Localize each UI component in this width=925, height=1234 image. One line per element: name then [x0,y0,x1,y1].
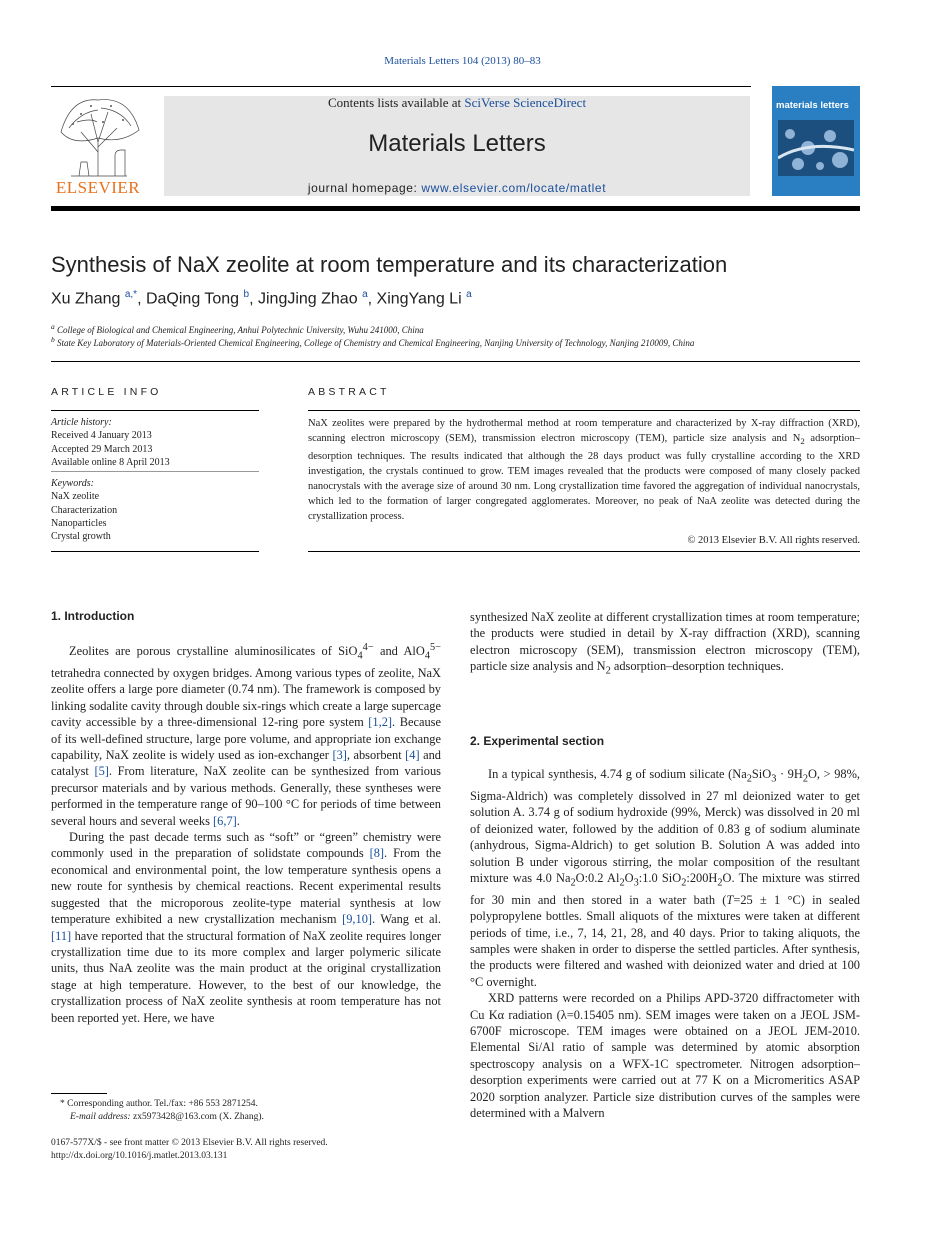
header-thick-rule [51,206,860,211]
author-name: DaQing Tong [145,290,240,308]
divider [308,410,860,411]
journal-name: Materials Letters [368,130,546,157]
affiliation-mark: a [51,322,55,331]
copyright-notice: © 2013 Elsevier B.V. All rights reserved. [687,535,860,546]
divider [308,551,860,552]
corresponding-author-note: * Corresponding author. Tel./fax: +86 553 2871254. [60,1099,258,1109]
received-date: Received 4 January 2013 [51,430,152,442]
divider [51,410,259,411]
issn-line: 0167-577X/$ - see front matter © 2013 Elsevier B.V. All rights reserved. [51,1138,328,1148]
journal-homepage [164,181,750,195]
section-heading-introduction: 1. Introduction [51,609,135,623]
abstract-part: NaX zeolites were prepared by the hydrothermal method at room temperature and characterized by X-ray diffraction (XRD), scanning electron microscopy (SEM), transmission electron microscopy (TEM), particle size analysis and N [308,418,860,444]
divider [51,551,259,552]
keyword: Crystal growth [51,531,111,543]
affiliation-mark: b [51,335,55,344]
author-name: Xu Zhang [51,290,121,308]
journal-citation-link[interactable]: Materials Letters 104 (2013) 80–83 [384,55,541,67]
journal-cover-image [772,86,860,196]
author-name: XingYang Li [376,290,462,308]
author-affiliation-mark[interactable]: a [362,289,368,300]
abstract-part: adsorption–desorption techniques. The results indicated that although the 28 days product was fully crystalline according to the XRD investigation, the crystals continued to grow. TEM images revealed that the products were composed of many closely packed nanocrystals with the average size of around 30 nm. Long crystallization time favored the aggregation of individual nanocrystals, which led to the formation of larger congregated agglomerates. Moreover, no peak of NaA zeolite was detected during the crystallization process. [308,433,861,523]
divider [51,361,860,362]
contents-availability [164,95,750,111]
divider [51,471,259,472]
article-info-heading: ARTICLE INFO [51,386,162,398]
author-list: Xu Zhang $^{a,*}$, DaQing Tong $^b$, JingJing Zhao $^a$, XingYang Li $^a$ [51,289,472,308]
cover-title: materials letters [776,100,849,111]
affiliation-b [51,335,694,348]
keyword: NaX zeolite [51,491,100,503]
accepted-date: Accepted 29 March 2013 [51,443,153,455]
abstract-text: NaX zeolites were prepared by the hydrothermal method at room temperature and characterized by X-ray diffraction (XRD), scanning electron microscopy (SEM), transmission electron microscopy (TEM), particle size analysis and $N_2$ adsorption–desorption techniques. The results indicated that although the 28 days product was fully crystalline according to the XRD investigation, the crystals continued to grow. TEM images revealed that the products were composed of many closely packed nanocrystals with the average size of around 30 nm. Long crystallization time favored the aggregation of individual nanocrystals, which led to the formation of larger congregated agglomerates. Moreover, no peak of NaA zeolite was detected during the crystallization process. [308,418,861,523]
homepage-link[interactable]: www.elsevier.com/locate/matlet [421,181,607,195]
keyword: Characterization [51,504,118,516]
online-date: Available online 8 April 2013 [51,456,170,468]
article-history [51,416,170,469]
keywords-label: Keywords: [51,478,94,489]
author-name: JingJing Zhao [257,290,358,308]
introduction-continued: synthesized NaX zeolite at different crystallization times at room temperature; the products were studied in detail by X-ray diffraction (XRD), scanning electron microscopy (SEM), transmission electron microscopy (TEM), particle size analysis and $N_2$ adsorption–desorption techniques. [470,610,860,677]
keywords [51,477,117,543]
history-label: Article history: [51,417,112,428]
introduction-body: Zeolites are porous crystalline aluminosilicates of SiO$_4^{4-}$ and AlO$_4^{5-}$ tetrahedra connected by oxygen bridges. Among various types of zeolite, NaX zeolite offers a large pore diameter (0.74 nm). The framework is composed by linking sodalite cavity through double six-rings which create a large supercage cavity accessible by a three-dimensional 12-ring pore system [1,2]. Because of its well-defined structure, large pore volume, and appropriate ion exchange capability, NaX zeolite is widely used as ion-exchanger [3], absorbent [4] and catalyst [5]. From literature, NaX zeolite can be synthesized from various precursor materials and by various methods. Generally, these syntheses were performed in the temperature range of 90–100 °C for periods of time between several hours and several weeks [6,7]. During the past decade terms such as “soft” or “green” chemistry were commonly used in the preparation of solidstate compounds [8]. From the economical and environmental point, the low temperature synthesis opens a new route for synthesis by chemical reactions. Recent experimental results suggested that the microporous zeolite-type material synthesis at low temperature exhibited a new crystallization mechanism [9,10]. Wang et al. [11] have reported that the structural formation of NaX zeolite requires longer crystallization time due to its more complex and larger polymeric silicate units, thus NaA zeolite was the main product at the original crystallization stage at high temperature. However, to the best of our knowledge, the crystallization process of NaX zeolite synthesis at room temperature has not been reported yet. Here, we have [51,642,441,1025]
affiliation-a [51,322,424,335]
section-heading-experimental: 2. Experimental section [470,734,605,748]
affiliation-text: State Key Laboratory of Materials-Oriented Chemical Engineering, College of Chemistry and Chemical Engineering, Nanjing University of Technology, Nanjing 210009, China [57,338,695,348]
abstract-heading: ABSTRACT [308,386,390,398]
email-address[interactable]: zx5973428@163.com (X. Zhang). [132,1112,264,1122]
author-affiliation-mark[interactable]: a,* [124,289,138,300]
contents-prefix: Contents lists available at [327,95,465,110]
homepage-prefix: journal homepage: [307,181,422,195]
author-affiliation-mark[interactable]: b [243,289,250,300]
email-note [70,1111,264,1124]
sciencedirect-link[interactable]: SciVerse ScienceDirect [464,95,587,110]
footnote-rule [51,1093,107,1094]
affiliation-text: College of Biological and Chemical Engineering, Anhui Polytechnic University, Wuhu 241000, China [57,325,424,335]
publisher-wordmark: ELSEVIER [55,178,141,197]
author-affiliation-mark[interactable]: a [466,289,472,300]
article-title: Synthesis of NaX zeolite at room temperature and its characterization [51,252,728,277]
email-label: E-mail address: [70,1112,131,1122]
keyword: Nanoparticles [51,517,107,529]
experimental-body: In a typical synthesis, 4.74 g of sodium silicate ($Na_2SiO_3 \cdot 9H_2O$, > 98%, Sigma-Aldrich) was completely dissolved in 27 ml deionized water to get solution A. 3.74 g of sodium hydroxide (99%, Merck) was dissolved in 20 ml of deionized water, followed by the addition of 0.83 g of sodium aluminate (anhydrous, Sigma-Aldrich) to get solution B. Solution A was added into solution B under vigorous stirring, the molar composition of the resultant mixture was 4.0 $Na_2O:0.2$ $Al_2O_3:1.0$ $SiO_2:200H_2O$. The mixture was stirred for 30 min and then stored in a water bath (T=25 ± 1 °C) in sealed polypropylene bottles. Small aliquots of the mixtures were taken at different periods of time, i.e., 7, 14, 21, 28, and 40 days. Prior to taking aliquots, the samples were shaken in order to disperse the settled particles. After synthesis, the products were filtered and washed with deionized water and dried at 100 °C overnight. XRD patterns were recorded on a Philips APD-3720 diffractometer with Cu Kα radiation (λ=0.15405 nm). SEM images were taken on a JEOL JSM-6700F microscope. TEM images were obtained on a JEOL JEM-2010. Elemental Si/Al ratio of sample was determined by atomic absorption spectroscopy analysis on a WFX-1C spectrometer. Nitrogen adsorption–desorption experiments were carried out at 77 K on a Micromeritics ASAP 2020 sorption analyzer. Particle size distribution curves of the samples were determined with a Malvern [470,767,861,1121]
doi-link[interactable]: http://dx.doi.org/10.1016/j.matlet.2013.03.131 [51,1151,228,1161]
header-top-rule [51,86,751,87]
